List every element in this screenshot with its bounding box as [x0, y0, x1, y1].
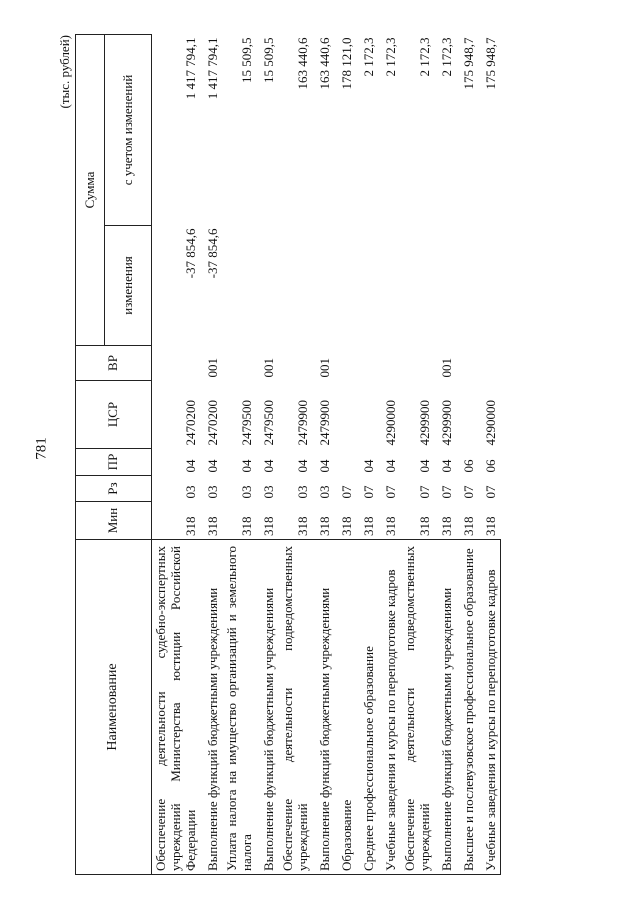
row-name: Выполнение функций бюджетными учреждениями	[201, 540, 223, 875]
table-row	[152, 35, 201, 875]
row-pr: 04	[182, 459, 198, 473]
header-name: Наименование	[76, 540, 152, 875]
row-csr	[357, 381, 379, 449]
row-min: 318	[204, 516, 220, 536]
row-total: 163 440,6	[294, 37, 310, 90]
table-row	[279, 35, 313, 875]
row-min: 318	[416, 516, 432, 536]
row-name: Среднее профессиональное образование	[357, 540, 379, 875]
row-total: 178 121,0	[338, 37, 354, 90]
row-pr: 04	[316, 459, 332, 473]
row-name: Учебные заведения и курсы по переподготовке кадров	[379, 540, 401, 875]
row-total: 1 417 794,1	[204, 37, 220, 100]
row-change	[257, 226, 279, 346]
row-min: 318	[182, 516, 198, 536]
row-vr	[335, 346, 357, 381]
row-vr	[456, 346, 478, 381]
row-vr	[401, 346, 435, 381]
row-total: 2 172,3	[382, 37, 398, 77]
row-vr	[478, 346, 501, 381]
row-csr: 4290000	[382, 400, 398, 446]
row-rz: 07	[360, 485, 376, 499]
row-total: 175 948,7	[483, 37, 498, 90]
row-rz: 07	[438, 485, 454, 499]
page-number: 781	[33, 437, 50, 460]
header-min: Мин	[76, 502, 152, 540]
row-min: 318	[338, 516, 354, 536]
row-change: -37 854,6	[204, 228, 220, 279]
header-csr: ЦСР	[76, 381, 152, 449]
row-name: Выполнение функций бюджетными учреждениями	[313, 540, 335, 875]
rotated-page	[55, 35, 585, 875]
row-csr: 2479900	[294, 400, 310, 446]
row-csr: 2479500	[238, 400, 254, 446]
row-change	[357, 226, 379, 346]
row-min: 318	[360, 516, 376, 536]
row-total: 2 172,3	[360, 37, 376, 77]
row-rz: 07	[338, 485, 354, 499]
table-row	[335, 35, 357, 875]
row-min: 318	[382, 516, 398, 536]
row-name: Выполнение функций бюджетными учреждениями	[257, 540, 279, 875]
header-vr: ВР	[76, 346, 152, 381]
row-rz: 03	[316, 485, 332, 499]
table-header	[76, 35, 152, 875]
row-total: 15 509,5	[238, 37, 254, 83]
row-rz: 03	[260, 485, 276, 499]
row-csr	[335, 381, 357, 449]
table-row	[401, 35, 435, 875]
table-row	[313, 35, 335, 875]
table-row	[201, 35, 223, 875]
budget-table	[75, 34, 501, 875]
row-pr: 04	[382, 459, 398, 473]
row-min: 318	[260, 516, 276, 536]
row-rz: 03	[238, 485, 254, 499]
row-vr	[152, 346, 201, 381]
row-pr: 04	[238, 459, 254, 473]
row-vr: 001	[204, 358, 220, 378]
row-min: 318	[294, 516, 310, 536]
table-row	[379, 35, 401, 875]
row-rz: 07	[460, 485, 476, 499]
row-vr: 001	[260, 358, 276, 378]
row-csr: 4299900	[438, 400, 454, 446]
row-rz: 03	[294, 485, 310, 499]
row-pr	[335, 449, 357, 476]
row-total: 175 948,7	[460, 37, 476, 90]
row-pr: 04	[416, 459, 432, 473]
row-min: 318	[438, 516, 454, 536]
table-body	[152, 35, 501, 875]
row-vr: 001	[438, 358, 454, 378]
row-vr	[379, 346, 401, 381]
row-pr: 04	[360, 459, 376, 473]
row-name: Учебные заведения и курсы по переподготовке кадров	[478, 540, 501, 875]
row-name: Обеспечение деятельности судебно-экспертных учреждений Министерства юстиции Российской Федерации	[152, 540, 201, 875]
row-csr: 4290000	[483, 400, 498, 446]
row-pr: 04	[260, 459, 276, 473]
row-min: 318	[460, 516, 476, 536]
table-row	[223, 35, 257, 875]
row-csr: 4299900	[416, 400, 432, 446]
row-change	[313, 226, 335, 346]
row-pr: 04	[204, 459, 220, 473]
row-vr	[279, 346, 313, 381]
row-pr: 06	[460, 459, 476, 473]
row-change	[401, 226, 435, 346]
row-name: Выполнение функций бюджетными учреждениями	[434, 540, 456, 875]
row-name: Уплата налога на имущество организаций и земельного налога	[223, 540, 257, 875]
row-change	[456, 226, 478, 346]
header-changes: изменения	[105, 226, 152, 346]
row-min: 318	[316, 516, 332, 536]
units-note: (тыс. рублей)	[57, 35, 72, 109]
row-rz: 07	[382, 485, 398, 499]
row-total: 2 172,3	[438, 37, 454, 77]
row-pr: 06	[483, 459, 498, 473]
row-name: Образование	[335, 540, 357, 875]
table-row	[434, 35, 456, 875]
row-csr: 2470200	[204, 400, 220, 446]
row-name: Обеспечение деятельности подведомственных учреждений	[401, 540, 435, 875]
row-change	[223, 226, 257, 346]
row-csr: 2479500	[260, 400, 276, 446]
table-row	[456, 35, 478, 875]
row-rz: 03	[204, 485, 220, 499]
row-change	[379, 226, 401, 346]
row-change	[279, 226, 313, 346]
row-pr: 04	[294, 459, 310, 473]
row-change	[434, 226, 456, 346]
row-name: Высшее и послевузовское профессиональное образование	[456, 540, 478, 875]
table-row	[257, 35, 279, 875]
row-name: Обеспечение деятельности подведомственных учреждений	[279, 540, 313, 875]
row-change: -37 854,6	[182, 228, 198, 279]
row-pr: 04	[438, 459, 454, 473]
row-min: 318	[238, 516, 254, 536]
row-rz: 07	[483, 485, 498, 499]
row-change	[335, 226, 357, 346]
table-row	[357, 35, 379, 875]
row-min: 318	[483, 516, 498, 536]
row-vr	[357, 346, 379, 381]
row-csr	[456, 381, 478, 449]
row-total: 2 172,3	[416, 37, 432, 77]
header-with-changes: с учетом изменений	[105, 35, 152, 226]
row-vr: 001	[316, 358, 332, 378]
table-row	[478, 35, 501, 875]
row-rz: 07	[416, 485, 432, 499]
header-rz: Рз	[76, 476, 152, 502]
row-total: 15 509,5	[260, 37, 276, 83]
row-total: 1 417 794,1	[182, 37, 198, 100]
row-total: 163 440,6	[316, 37, 332, 90]
budget-sheet	[55, 35, 585, 875]
header-sum: Сумма	[76, 35, 105, 346]
row-csr: 2479900	[316, 400, 332, 446]
row-rz: 03	[182, 485, 198, 499]
row-vr	[223, 346, 257, 381]
header-pr: ПР	[76, 449, 152, 476]
row-csr: 2470200	[182, 400, 198, 446]
row-change	[478, 226, 501, 346]
